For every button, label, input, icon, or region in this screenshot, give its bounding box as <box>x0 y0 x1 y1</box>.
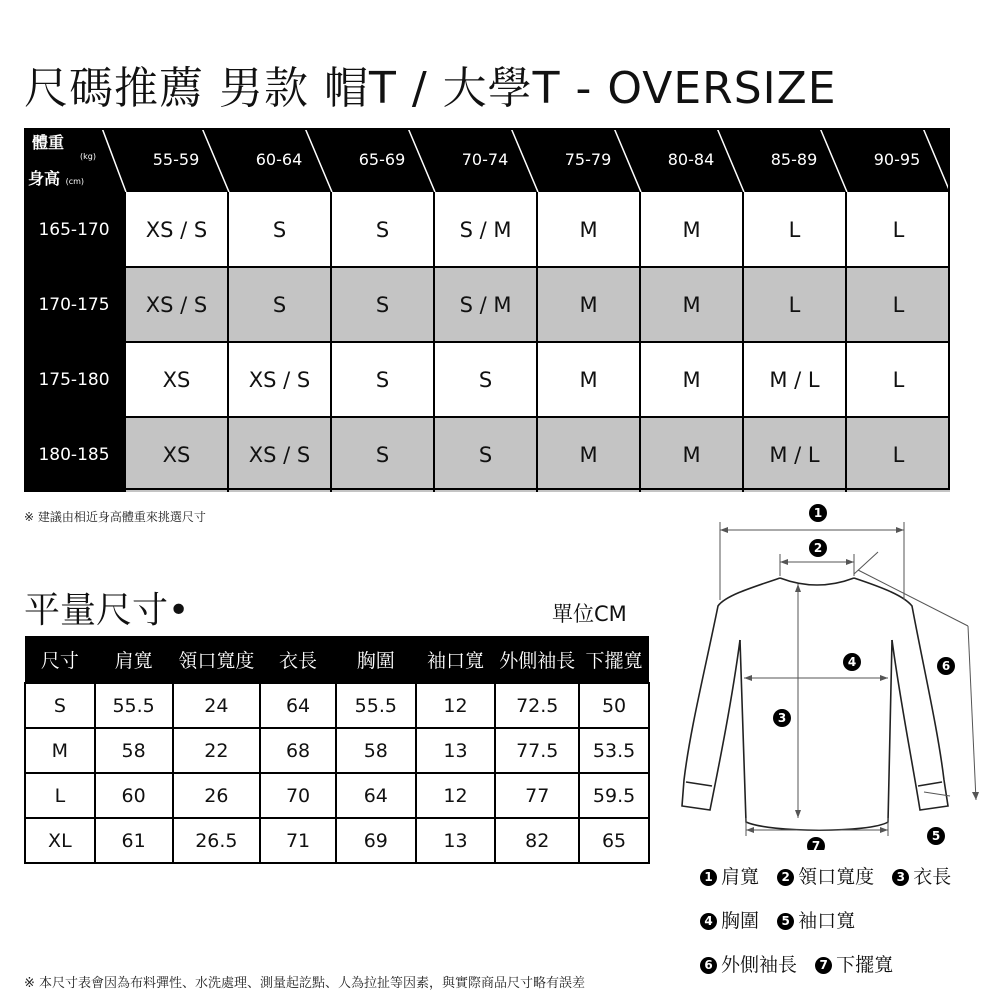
cell: 59.5 <box>579 773 649 818</box>
weight-header-cell: 70-74 <box>461 150 509 169</box>
size-cell: S <box>330 417 433 492</box>
unit-label: 單位CM <box>552 602 627 626</box>
weight-header-row <box>24 128 950 192</box>
measurement-row <box>25 818 649 863</box>
size-cell: XS / S <box>124 267 227 342</box>
marker-6 <box>937 657 955 675</box>
sweatshirt-outline <box>682 578 951 830</box>
size-cell: M <box>536 417 639 492</box>
legend-item-cuff: 5 袖口寬 <box>777 910 855 932</box>
legend-item-hem: 7 下擺寬 <box>815 954 893 976</box>
cell: 13 <box>416 818 496 863</box>
size-cell: XS / S <box>227 342 330 417</box>
cell: 26.5 <box>173 818 261 863</box>
cell: 60 <box>95 773 173 818</box>
legend-line-2 <box>700 906 855 933</box>
size-cell: L <box>845 192 950 267</box>
marker-2 <box>809 539 827 557</box>
cell: 13 <box>416 728 496 773</box>
weight-header-cell: 60-64 <box>255 150 303 169</box>
cell: 71 <box>260 818 336 863</box>
marker-5 <box>927 827 945 845</box>
corner-height-label: 身高 (cm) <box>28 169 85 188</box>
cell: 50 <box>579 683 649 728</box>
marker-3 <box>773 709 791 727</box>
size-cell: L <box>742 192 845 267</box>
height-label: 170-175 <box>24 267 124 342</box>
height-label: 175-180 <box>24 342 124 417</box>
cell: 64 <box>260 683 336 728</box>
header-size: 尺寸 <box>25 636 95 683</box>
size-cell: M <box>639 342 742 417</box>
measurement-note: ※ 本尺寸表會因為布料彈性、水洗處理、測量起訖點、人為拉扯等因素，與實際商品尺寸略有誤差 <box>24 976 586 991</box>
size-cell: XS / S <box>227 417 330 492</box>
header-divider-lines <box>24 128 950 192</box>
size-cell: XS <box>124 342 227 417</box>
legend-item-neck: 2 領口寬度 <box>777 866 874 888</box>
size-cell: M <box>536 192 639 267</box>
cell: L <box>25 773 95 818</box>
size-cell: L <box>845 342 950 417</box>
header-shoulder-width: 肩寬 <box>95 636 173 683</box>
size-cell: S <box>433 342 536 417</box>
size-cell: S <box>227 267 330 342</box>
recommendation-note: ※ 建議由相近身高體重來挑選尺寸 <box>24 510 206 524</box>
marker-1-label: 1 <box>813 506 823 520</box>
height-label: 165-170 <box>24 192 124 267</box>
size-cell: M <box>639 192 742 267</box>
header-hem-width: 下擺寬 <box>579 636 649 683</box>
weight-header-cell: 75-79 <box>564 150 612 169</box>
cell: 61 <box>95 818 173 863</box>
cell: 22 <box>173 728 261 773</box>
size-cell: M / L <box>742 417 845 492</box>
corner-weight-unit: (kg) <box>80 152 96 161</box>
weight-header-cell: 85-89 <box>770 150 818 169</box>
cell: 24 <box>173 683 261 728</box>
cell: 68 <box>260 728 336 773</box>
weight-header-cell: 65-69 <box>358 150 406 169</box>
size-cell: S <box>433 417 536 492</box>
size-recommendation-table <box>24 128 950 490</box>
cell: 77.5 <box>495 728 579 773</box>
weight-header-cell: 55-59 <box>152 150 200 169</box>
marker-4 <box>843 653 861 671</box>
marker-3-label: 3 <box>777 711 787 725</box>
height-row <box>24 417 950 492</box>
cell: 70 <box>260 773 336 818</box>
size-cell: L <box>845 417 950 492</box>
height-row <box>24 342 950 417</box>
marker-7-label: 7 <box>811 839 821 850</box>
page-title: 尺碼推薦 男款 帽T / 大學T - OVERSIZE <box>24 63 837 114</box>
cell: 12 <box>416 683 496 728</box>
marker-4-label: 4 <box>847 655 857 669</box>
flat-measure-title: 平量尺寸• <box>24 590 190 631</box>
marker-1 <box>809 504 827 522</box>
height-label: 180-185 <box>24 417 124 492</box>
size-cell: S <box>330 192 433 267</box>
marker-2-label: 2 <box>813 541 823 555</box>
cell: 65 <box>579 818 649 863</box>
size-cell: L <box>845 267 950 342</box>
legend-line-3 <box>700 950 893 977</box>
size-cell: M / L <box>742 342 845 417</box>
cell: 55.5 <box>95 683 173 728</box>
measurement-arrowheads <box>720 527 979 833</box>
row-divider <box>24 266 950 268</box>
legend-item-length: 3 衣長 <box>892 866 951 888</box>
header-neck-width: 領口寬度 <box>173 636 261 683</box>
header-sleeve-length: 外側袖長 <box>495 636 579 683</box>
size-cell: S <box>227 192 330 267</box>
marker-7 <box>807 837 825 850</box>
weight-header-cell: 80-84 <box>667 150 715 169</box>
cell: M <box>25 728 95 773</box>
height-row <box>24 267 950 342</box>
measurement-row <box>25 683 649 728</box>
size-cell: L <box>742 267 845 342</box>
cell: 55.5 <box>336 683 416 728</box>
measurement-header-row <box>25 636 649 683</box>
cell: S <box>25 683 95 728</box>
cell: 53.5 <box>579 728 649 773</box>
cell: 77 <box>495 773 579 818</box>
size-cell: S / M <box>433 267 536 342</box>
cell: 82 <box>495 818 579 863</box>
cell: 58 <box>95 728 173 773</box>
size-cell: XS <box>124 417 227 492</box>
legend-line-1 <box>700 862 951 889</box>
weight-header-cell: 90-95 <box>873 150 921 169</box>
legend-item-chest: 4 胸圍 <box>700 910 759 932</box>
measurement-table <box>24 636 650 864</box>
cell: 64 <box>336 773 416 818</box>
size-cell: S <box>330 267 433 342</box>
cell: 26 <box>173 773 261 818</box>
cell: 69 <box>336 818 416 863</box>
marker-5-label: 5 <box>931 829 941 843</box>
marker-6-label: 6 <box>941 659 951 673</box>
size-cell: S <box>330 342 433 417</box>
row-divider <box>24 416 950 418</box>
cell: 12 <box>416 773 496 818</box>
size-cell: M <box>639 417 742 492</box>
header-length: 衣長 <box>260 636 336 683</box>
measurement-row <box>25 773 649 818</box>
size-cell: XS / S <box>124 192 227 267</box>
legend-item-shoulder: 1 肩寬 <box>700 866 759 888</box>
size-cell: M <box>536 342 639 417</box>
corner-weight-label: 體重 <box>32 133 65 152</box>
measurement-lines <box>720 522 976 836</box>
size-cell: M <box>536 267 639 342</box>
cell: 58 <box>336 728 416 773</box>
size-cell: S / M <box>433 192 536 267</box>
size-cell: M <box>639 267 742 342</box>
garment-measurement-diagram <box>680 500 990 850</box>
header-chest: 胸圍 <box>336 636 416 683</box>
header-cuff-width: 袖口寬 <box>416 636 496 683</box>
cell: XL <box>25 818 95 863</box>
row-divider <box>24 341 950 343</box>
height-row <box>24 192 950 267</box>
legend-item-sleeve: 6 外側袖長 <box>700 954 797 976</box>
measurement-row <box>25 728 649 773</box>
cell: 72.5 <box>495 683 579 728</box>
